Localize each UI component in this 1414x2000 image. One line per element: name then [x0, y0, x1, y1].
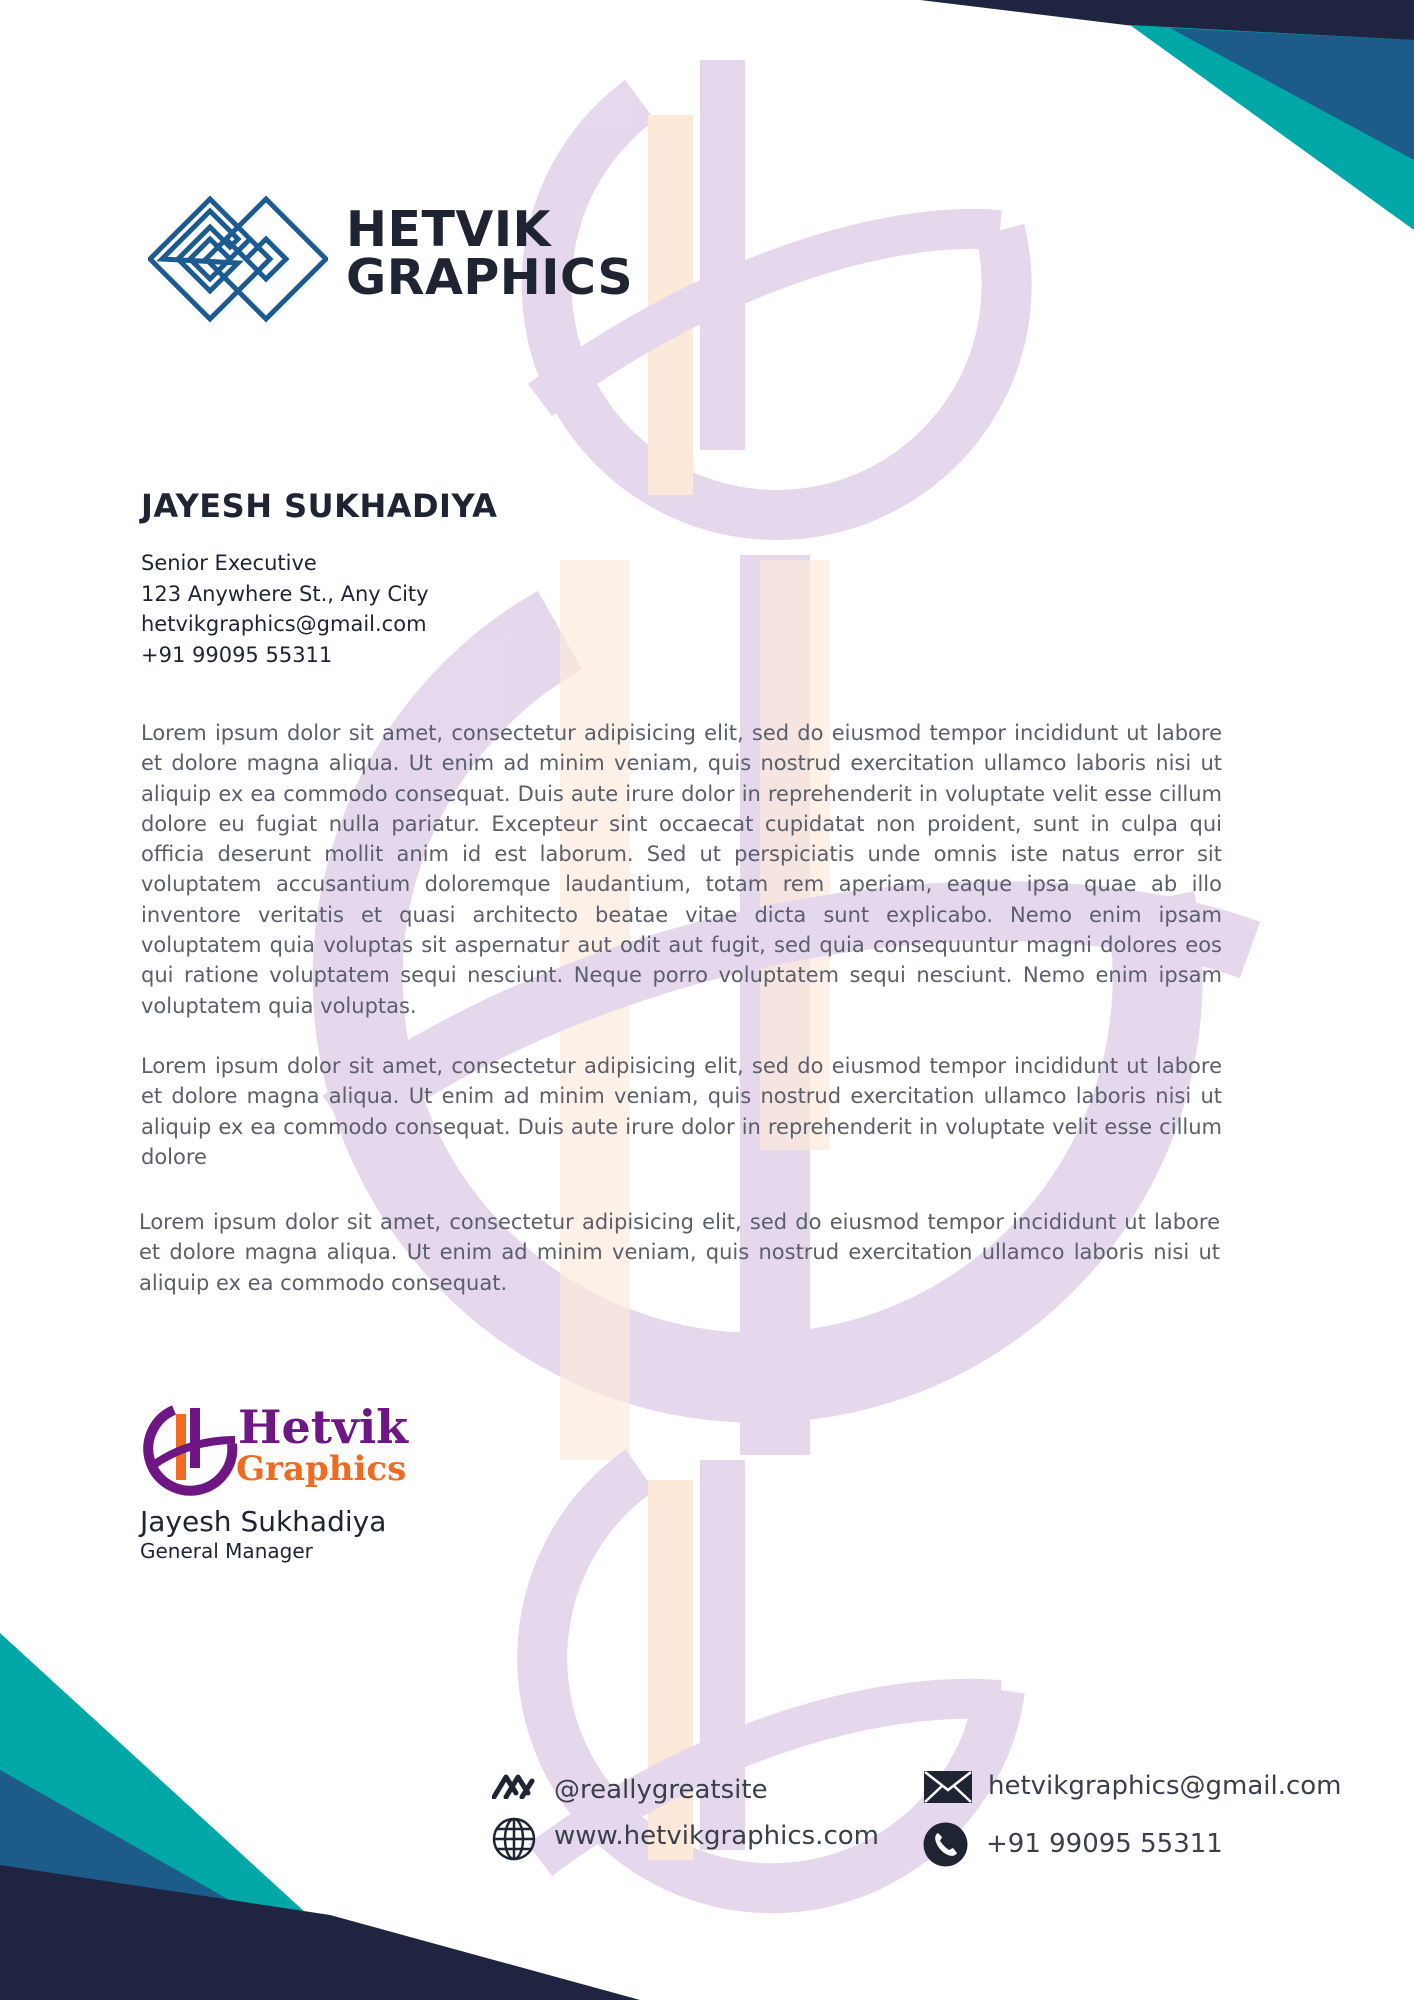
signature-logo-icon — [140, 1400, 240, 1500]
company-logo-icon — [148, 193, 328, 325]
contact-social[interactable]: @reallygreatsite — [554, 1775, 768, 1805]
body-paragraph-2: Lorem ipsum dolor sit amet, consectetur adipisicing elit, sed do eiusmod tempor incididunt ut labore et dolore magna aliqua. Ut enim ad minim veniam, quis nostrud exercitation ullamco laboris nisi ut aliquip ex ea commodo consequat. Duis aute irure dolor in reprehenderit in voluptate velit esse cillum dolore — [141, 1054, 1222, 1169]
contact-website[interactable]: www.hetvikgraphics.com — [554, 1821, 879, 1851]
sender-address: 123 Anywhere St., Any City — [141, 581, 429, 606]
body-paragraph-3: Lorem ipsum dolor sit amet, consectetur adipisicing elit, sed do eiusmod tempor incididunt ut labore et dolore magna aliqua. Ut enim ad minim veniam, quis nostrud exercitation ullamco laboris nisi ut aliquip ex ea commodo consequat. — [139, 1210, 1220, 1295]
contact-phone[interactable]: +91 99095 55311 — [986, 1829, 1223, 1859]
sender-title: Senior Executive — [141, 551, 317, 575]
signature-logo-text-graphics: Graphics — [236, 1449, 407, 1489]
company-name-line2: GRAPHICS — [346, 249, 634, 306]
sender-email: hetvikgraphics@gmail.com — [141, 612, 427, 636]
sender-phone: +91 99095 55311 — [141, 642, 333, 667]
sender-name: JAYESH SUKHADIYA — [141, 487, 498, 525]
globe-icon — [491, 1816, 537, 1862]
body-paragraph-1: Lorem ipsum dolor sit amet, consectetur adipisicing elit, sed do eiusmod tempor incididunt ut labore et dolore magna aliqua. Ut enim ad minim veniam, quis nostrud exercitation ullamco laboris nisi ut aliquip ex ea commodo consequat. Duis aute irure dolor in reprehenderit in voluptate velit esse cillum dolore eu fugiat nulla pariatur. Excepteur sint occaecat cupidatat non proident, sunt in culpa qui officia deserunt mollit anim id est laborum. Sed ut perspiciatis unde omnis iste natus error sit voluptatem accusantium doloremque laudantium, totam rem aperiam, eaque ipsa quae ab illo inventore veritatis et quasi architecto beatae vitae dicta sunt explicabo. Nemo enim ipsam voluptatem quia voluptas sit aspernatur aut odit aut fugit, sed quia consequuntur magni dolores eos qui ratione voluptatem sequi nesciunt. Neque porro voluptatem sequi nesciunt. Nemo enim ipsam voluptatem quia voluptas. — [141, 721, 1222, 1018]
brand-m-icon — [492, 1773, 536, 1799]
signer-name: Jayesh Sukhadiya — [140, 1505, 387, 1538]
envelope-icon — [923, 1770, 973, 1804]
signer-title: General Manager — [140, 1539, 313, 1563]
company-name-line1: HETVIK — [346, 201, 552, 258]
sender-details — [141, 548, 429, 670]
company-name — [346, 201, 634, 306]
phone-icon — [923, 1822, 968, 1867]
contact-email[interactable]: hetvikgraphics@gmail.com — [988, 1771, 1342, 1801]
signature-logo-text-hetvik: Hetvik — [238, 1400, 409, 1454]
